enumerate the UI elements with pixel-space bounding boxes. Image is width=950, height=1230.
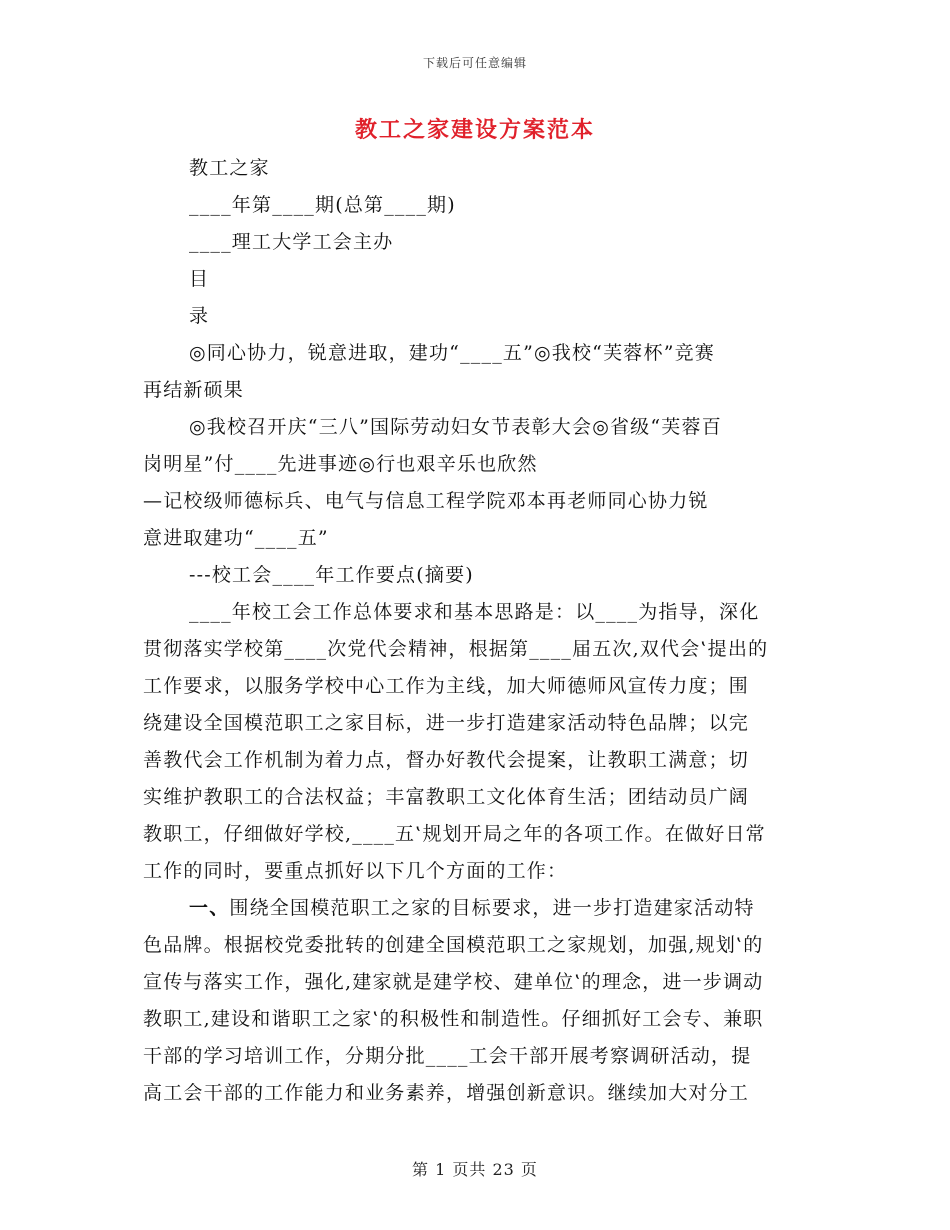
body-line-publisher: ____理工大学工会主办 (189, 231, 394, 253)
section-number: 一、 (189, 897, 230, 919)
body-line: 善教代会工作机制为着力点，督办好教代会提案，让教职工满意；切 (143, 749, 750, 771)
body-line-section-one (143, 890, 811, 927)
body-line: 绕建设全国模范职工之家目标，进一步打造建家活动特色品牌；以完 (143, 712, 750, 734)
body-line-toc-2: 录 (189, 305, 210, 327)
body-line: 工作的同时，要重点抓好以下几个方面的工作： (143, 860, 568, 882)
document-body (143, 150, 811, 1112)
body-line: 教职工，仔细做好学校,____五‛规划开局之年的各项工作。在做好日常 (143, 823, 766, 845)
body-line: ____年校工会工作总体要求和基本思路是：以____为指导，深化 (189, 601, 760, 623)
body-line: 高工会干部的工作能力和业务素养，增强创新意识。继续加大对分工 (143, 1082, 750, 1104)
body-line: 干部的学习培训工作，分期分批____工会干部开展考察调研活动，提 (143, 1045, 752, 1067)
body-line: 色品牌。根据校党委批转的创建全国模范职工之家规划，加强,规划‛的 (143, 934, 764, 956)
body-line-issue: ____年第____期(总第____期) (189, 194, 456, 216)
body-line: 意进取建功“____五” (143, 527, 329, 549)
body-line: ◎我校召开庆“三八”国际劳动妇女节表彰大会◎省级“芙蓉百 (189, 416, 722, 438)
body-line: 实维护教职工的合法权益；丰富教职工文化体育生活；团结动员广阔 (143, 786, 750, 808)
body-line: ---校工会____年工作要点(摘要) (189, 564, 474, 586)
body-line: —记校级师德标兵、电气与信息工程学院邓本再老师同心协力锐 (143, 490, 709, 512)
body-line-toc-1: 目 (189, 268, 210, 290)
body-line: 岗明星”付____先进事迹◎行也艰辛乐也欣然 (143, 453, 538, 475)
body-line: ◎同心协力，锐意进取，建功“____五”◎我校“芙蓉杯”竞赛 (189, 342, 716, 364)
body-line: 贯彻落实学校第____次党代会精神，根据第____届五次,双代会‛提出的 (143, 638, 769, 660)
body-line-masthead: 教工之家 (189, 157, 270, 179)
document-title: 教工之家建设方案范本 (354, 117, 595, 143)
page-header-note: 下载后可任意编辑 (422, 56, 527, 70)
body-line: 教职工,建设和谐职工之家‛的积极性和制造性。仔细抓好工会专、兼职 (143, 1008, 764, 1030)
section-heading-text: 围绕全国模范职工之家的目标要求，进一步打造建家活动特 (229, 897, 755, 919)
page-footer: 第 1 页共 23 页 (412, 1160, 538, 1179)
body-line: 工作要求，以服务学校中心工作为主线，加大师德师风宣传力度；围 (143, 675, 750, 697)
body-line: 宣传与落实工作，强化,建家就是建学校、建单位‛的理念，进一步调动 (143, 971, 764, 993)
body-line: 再结新硕果 (143, 379, 245, 401)
